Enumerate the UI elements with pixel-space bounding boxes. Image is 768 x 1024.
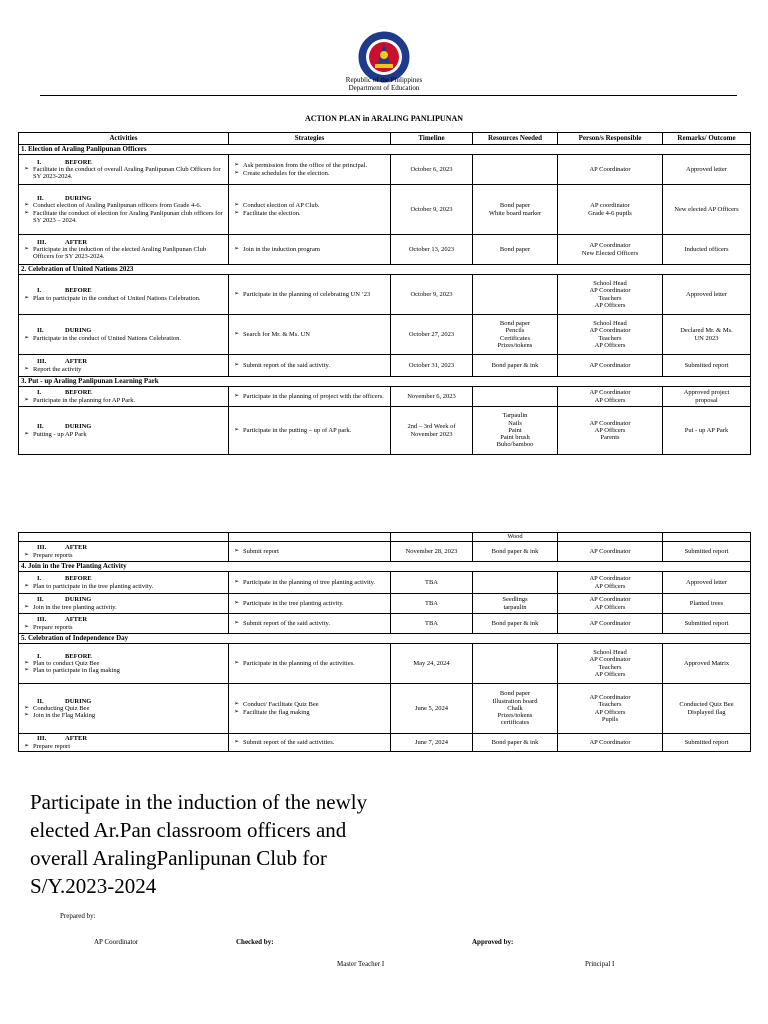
remarks-item: Submitted report — [684, 547, 729, 555]
remarks-cell — [663, 387, 751, 407]
remarks-item: Inducted officers — [684, 245, 729, 253]
document-title: ACTION PLAN in ARALING PANLIPUNAN — [304, 114, 464, 123]
responsible-item: AP Officers — [594, 708, 626, 716]
activities-cell — [19, 185, 229, 235]
strategy-item: ➢ Facilitate the flag making — [231, 709, 388, 716]
responsible-item: New Elected Officers — [581, 249, 639, 257]
activities-cell — [19, 734, 229, 752]
phase-numeral: I. — [37, 158, 42, 166]
activity-item: ➢ Plan to participate in flag making — [21, 667, 226, 674]
approved-by-label: Approved by: — [472, 938, 514, 946]
strategy-item: ➢ Participate in the planning of the activities. — [231, 660, 388, 667]
responsible-cell — [558, 644, 663, 684]
responsible-item: AP Officers — [594, 341, 626, 349]
responsible-cell — [558, 594, 663, 614]
activity-item: ➢ Plan to participate in the tree planting activity. — [21, 583, 226, 590]
column-header: Person/s Responsible — [558, 133, 663, 145]
strategies-cell — [229, 355, 391, 377]
responsible-item: AP Officers — [594, 396, 626, 404]
activity-item: ➢ Participate in the induction of the elected Araling Panlipunan Club Officers for SY 2023-2024. — [21, 246, 226, 261]
timeline-cell: October 9, 2023 — [391, 275, 473, 315]
responsible-item: AP Officers — [594, 301, 626, 309]
activities-cell — [19, 315, 229, 355]
responsible-item: AP Coordinator — [589, 738, 631, 746]
strategy-item: ➢ Facilitate the election. — [231, 210, 388, 217]
remarks-cell — [663, 572, 751, 594]
section-row — [19, 562, 751, 572]
phase-numeral: III. — [37, 544, 47, 552]
strategy-item: ➢ Search for Mr. & Ms. UN — [231, 331, 388, 338]
activities-cell — [19, 235, 229, 265]
remarks-item: Declared Mr. & Ms. — [680, 327, 733, 335]
phase-label — [21, 358, 226, 365]
timeline-cell: TBA — [391, 594, 473, 614]
activity-item: ➢ Facilitate in the conduct of overall Araling Panlipunan Club Officers for SY 2023-2024. — [21, 166, 226, 181]
strategy-item: ➢ Conduct election of AP Club. — [231, 202, 388, 209]
approved-by-role: Principal I — [585, 960, 615, 968]
phase-label — [21, 389, 226, 396]
plan-row — [19, 572, 751, 594]
remarks-cell — [663, 155, 751, 185]
resource-item: Prizes/tokens — [497, 712, 533, 720]
resources-cell — [473, 155, 558, 185]
section-heading: 2. Celebration of United Nations 2023 — [19, 265, 751, 275]
phase-name: AFTER — [65, 238, 88, 246]
action-plan-table-page-2 — [18, 532, 751, 752]
phase-numeral: III. — [37, 735, 47, 743]
responsible-item: Teachers — [598, 701, 622, 709]
empty-cell — [19, 533, 229, 542]
remarks-cell — [663, 355, 751, 377]
plan-row — [19, 315, 751, 355]
phase-name: BEFORE — [65, 158, 92, 166]
strategies-cell — [229, 594, 391, 614]
activity-item: ➢ Participate in the planning for AP Park. — [21, 397, 226, 404]
strategies-cell — [229, 185, 391, 235]
empty-cell — [391, 533, 473, 542]
phase-numeral: III. — [37, 238, 47, 246]
resource-item: Bond paper — [499, 690, 531, 698]
strategy-item: ➢ Submit report of the said activity. — [231, 362, 388, 369]
activity-item: ➢ Join in the Flag Making — [21, 712, 226, 719]
phase-name: AFTER — [65, 735, 88, 743]
responsible-item: AP coordinator — [590, 202, 630, 210]
phase-label — [21, 327, 226, 334]
remarks-item: UN 2023 — [694, 334, 719, 342]
activity-item: ➢ Plan to participate in the conduct of United Nations Celebration. — [21, 295, 226, 302]
activities-cell — [19, 572, 229, 594]
responsible-item: AP Coordinator — [589, 619, 631, 627]
responsible-item: AP Coordinator — [589, 165, 631, 173]
strategies-cell — [229, 387, 391, 407]
remarks-cell — [663, 407, 751, 455]
strategy-item: ➢ Participate in the planning of celebrating UN ’23 — [231, 291, 388, 298]
strategies-cell — [229, 644, 391, 684]
resource-item: Bond paper — [499, 319, 531, 327]
strategies-cell — [229, 734, 391, 752]
phase-label — [21, 159, 226, 166]
activity-item: ➢ Prepare reports — [21, 624, 226, 631]
activities-cell — [19, 542, 229, 562]
phase-numeral: III. — [37, 358, 47, 366]
remarks-item: Displayed flag — [687, 708, 726, 716]
plan-row — [19, 734, 751, 752]
phase-numeral: II. — [37, 697, 44, 705]
carry-over-row — [19, 533, 751, 542]
strategies-cell — [229, 542, 391, 562]
resources-cell — [473, 185, 558, 235]
remarks-item: Submitted report — [684, 361, 729, 369]
phase-label — [21, 653, 226, 660]
resource-item: tarpaulin — [503, 603, 527, 611]
resource-item: Nails — [508, 419, 522, 427]
plan-row — [19, 407, 751, 455]
activity-item: ➢ Participate in the conduct of United Nations Celebration. — [21, 335, 226, 342]
timeline-cell: October 9, 2023 — [391, 185, 473, 235]
responsible-cell — [558, 407, 663, 455]
plan-row — [19, 684, 751, 734]
resource-item: Prizes/tokens — [497, 341, 533, 349]
phase-label — [21, 596, 226, 603]
activities-cell — [19, 614, 229, 634]
phase-label — [21, 239, 226, 246]
phase-name: BEFORE — [65, 652, 92, 660]
plan-row — [19, 275, 751, 315]
resource-item: Bond paper & ink — [491, 738, 539, 746]
resources-cell — [473, 684, 558, 734]
section-row — [19, 145, 751, 155]
timeline-cell: October 27, 2023 — [391, 315, 473, 355]
responsible-item: School Head — [593, 279, 627, 287]
resource-item: Chalk — [507, 704, 523, 712]
activities-cell — [19, 644, 229, 684]
phase-numeral: I. — [37, 575, 42, 583]
resource-item: Bond paper & ink — [491, 547, 539, 555]
strategy-item: ➢ Ask permission from the office of the principal. — [231, 162, 388, 169]
phase-label — [21, 616, 226, 623]
checked-by-label: Checked by: — [236, 938, 274, 946]
responsible-item: School Head — [593, 648, 627, 656]
phase-label — [21, 423, 226, 430]
phase-name: BEFORE — [65, 575, 92, 583]
phase-numeral: II. — [37, 194, 44, 202]
induction-note: Participate in the induction of the newly elected Ar.Pan classroom officers and overall AralingPanlipunan Club for S/Y.2023-2024 — [30, 790, 368, 898]
resources-cell — [473, 387, 558, 407]
activity-item: ➢ Putting - up AP Park — [21, 431, 226, 438]
responsible-item: AP Coordinator — [589, 361, 631, 369]
responsible-cell — [558, 572, 663, 594]
remarks-cell — [663, 315, 751, 355]
phase-numeral: II. — [37, 596, 44, 604]
phase-name: DURING — [65, 194, 92, 202]
resource-item: Certificates — [500, 334, 530, 342]
phase-name: DURING — [65, 596, 92, 604]
strategies-cell — [229, 572, 391, 594]
activities-cell — [19, 594, 229, 614]
remarks-item: Conducted Quiz Bee — [679, 701, 734, 709]
activity-item: ➢ Conducting Quiz Bee — [21, 705, 226, 712]
phase-name: BEFORE — [65, 389, 92, 397]
remarks-cell — [663, 644, 751, 684]
strategy-item: ➢ Participate in the tree planting activity. — [231, 600, 388, 607]
activity-item: ➢ Prepare report — [21, 743, 226, 750]
section-row — [19, 377, 751, 387]
section-heading: 5. Celebration of Independence Day — [19, 634, 751, 644]
column-header: Timeline — [391, 133, 473, 145]
remarks-cell — [663, 542, 751, 562]
timeline-cell: October 6, 2023 — [391, 155, 473, 185]
responsible-cell — [558, 614, 663, 634]
timeline-cell: TBA — [391, 572, 473, 594]
resources-cell — [473, 644, 558, 684]
plan-row — [19, 235, 751, 265]
activities-cell — [19, 684, 229, 734]
resources-cell — [473, 315, 558, 355]
department-line: Department of Education — [348, 84, 420, 92]
activity-item: ➢ Facilitate the conduct of election for Araling Panlipunan club officers for SY 2023 – 2024. — [21, 210, 226, 225]
resource-item: certificates — [500, 719, 530, 727]
resource-item: Tarpaulin — [502, 412, 528, 420]
responsible-cell — [558, 185, 663, 235]
phase-numeral: II. — [37, 423, 44, 431]
responsible-cell — [558, 355, 663, 377]
remarks-cell — [663, 275, 751, 315]
timeline-cell: May 24, 2024 — [391, 644, 473, 684]
strategy-item: ➢ Submit report of the said activity. — [231, 620, 388, 627]
strategy-item: ➢ Conduct/ Facilitate Quiz Bee — [231, 701, 388, 708]
prepared-by-role: AP Coordinator — [94, 938, 139, 946]
activity-item: ➢ Conduct election of Araling Panlipunan officers from Grade 4-6. — [21, 202, 226, 209]
remarks-item: proposal — [695, 396, 718, 404]
resource-item: Pencils — [505, 327, 525, 335]
responsible-item: Teachers — [598, 663, 622, 671]
responsible-item: AP Coordinator — [589, 693, 631, 701]
section-heading: 3. Put - up Araling Panlipunan Learning Park — [19, 377, 751, 387]
responsible-item: Teachers — [598, 334, 622, 342]
phase-numeral: I. — [37, 652, 42, 660]
plan-row — [19, 355, 751, 377]
phase-numeral: II. — [37, 327, 44, 335]
strategies-cell — [229, 407, 391, 455]
strategy-item: ➢ Participate in the putting – up of AP park. — [231, 427, 388, 434]
remarks-item: Planted trees — [689, 599, 724, 607]
plan-row — [19, 542, 751, 562]
responsible-item: AP Coordinator — [589, 656, 631, 664]
responsible-item: AP Officers — [594, 582, 626, 590]
resource-item: Illustration board — [492, 697, 538, 705]
resources-cell — [473, 734, 558, 752]
phase-name: AFTER — [65, 616, 88, 624]
phase-label — [21, 195, 226, 202]
strategies-cell — [229, 155, 391, 185]
remarks-item: Approved Matrix — [683, 659, 730, 667]
remarks-item: Approved project — [683, 389, 730, 397]
responsible-item: AP Coordinator — [589, 389, 631, 397]
responsible-item: AP Coordinator — [589, 242, 631, 250]
phase-label — [21, 735, 226, 742]
responsible-cell — [558, 235, 663, 265]
section-heading: 4. Join in the Tree Planting Activity — [19, 562, 751, 572]
resource-item: Paint brush — [500, 434, 530, 442]
remarks-cell — [663, 235, 751, 265]
phase-name: AFTER — [65, 358, 88, 366]
remarks-cell — [663, 185, 751, 235]
resource-item: White board marker — [488, 209, 542, 217]
strategy-item: ➢ Create schedules for the election. — [231, 170, 388, 177]
resource-item: Paint — [508, 426, 522, 434]
column-header: Strategies — [229, 133, 391, 145]
resources-cell — [473, 594, 558, 614]
strategies-cell — [229, 684, 391, 734]
remarks-item: Put - up AP Park — [684, 426, 729, 434]
prepared-by-label: Prepared by: — [60, 912, 96, 920]
empty-cell — [663, 533, 751, 542]
plan-row — [19, 155, 751, 185]
resource-item: Bond paper & ink — [491, 361, 539, 369]
resources-cell — [473, 407, 558, 455]
checked-by-role: Master Teacher I — [337, 960, 385, 968]
activities-cell — [19, 275, 229, 315]
phase-label — [21, 287, 226, 294]
responsible-item: AP Coordinator — [589, 575, 631, 583]
responsible-item: AP Coordinator — [589, 547, 631, 555]
plan-row — [19, 185, 751, 235]
activity-item: ➢ Join in the tree planting activity. — [21, 604, 226, 611]
responsible-cell — [558, 155, 663, 185]
responsible-item: Pupils — [601, 715, 619, 723]
responsible-item: AP Officers — [594, 670, 626, 678]
strategies-cell — [229, 315, 391, 355]
responsible-cell — [558, 387, 663, 407]
responsible-item: AP Coordinator — [589, 327, 631, 335]
empty-cell — [229, 533, 391, 542]
strategy-item: ➢ Join in the induction program — [231, 246, 388, 253]
activities-cell — [19, 387, 229, 407]
responsible-item: Teachers — [598, 294, 622, 302]
phase-label — [21, 698, 226, 705]
strategy-item: ➢ Submit report — [231, 548, 388, 555]
plan-row — [19, 387, 751, 407]
plan-row — [19, 594, 751, 614]
section-row — [19, 634, 751, 644]
responsible-cell — [558, 734, 663, 752]
resources-cell — [473, 614, 558, 634]
remarks-item: Submitted report — [684, 738, 729, 746]
phase-name: DURING — [65, 327, 92, 335]
resources-cell: Wood — [473, 533, 558, 542]
resources-cell — [473, 275, 558, 315]
column-header: Remarks/ Outcome — [663, 133, 751, 145]
activity-item: ➢ Prepare reports — [21, 552, 226, 559]
timeline-cell: TBA — [391, 614, 473, 634]
column-header: Resources Needed — [473, 133, 558, 145]
strategy-item: ➢ Participate in the planning of project with the officers. — [231, 393, 388, 400]
timeline-cell: June 7, 2024 — [391, 734, 473, 752]
column-header: Activities — [19, 133, 229, 145]
remarks-item: Approved letter — [686, 290, 727, 298]
activities-cell — [19, 355, 229, 377]
remarks-item: Approved letter — [686, 578, 727, 586]
responsible-cell — [558, 315, 663, 355]
phase-numeral: III. — [37, 616, 47, 624]
remarks-cell — [663, 614, 751, 634]
remarks-item: Approved letter — [686, 165, 727, 173]
phase-numeral: I. — [37, 287, 42, 295]
section-heading: 1. Election of Araling Panlipunan Officers — [19, 145, 751, 155]
responsible-item: AP Coordinator — [589, 287, 631, 295]
resources-cell — [473, 355, 558, 377]
phase-name: AFTER — [65, 544, 88, 552]
responsible-cell — [558, 542, 663, 562]
republic-line: Republic of the Philippines — [345, 76, 423, 84]
strategies-cell — [229, 275, 391, 315]
phase-name: DURING — [65, 697, 92, 705]
phase-name: BEFORE — [65, 287, 92, 295]
resource-item: Seedlings — [502, 596, 528, 604]
empty-cell — [558, 533, 663, 542]
timeline-cell: June 5, 2024 — [391, 684, 473, 734]
activities-cell — [19, 155, 229, 185]
responsible-item: AP Officers — [594, 426, 626, 434]
resource-item: Bond paper & ink — [491, 619, 539, 627]
responsible-item: Grade 4-6 pupils — [588, 209, 632, 217]
responsible-item: AP Coordinator — [589, 419, 631, 427]
resources-cell — [473, 572, 558, 594]
responsible-item: AP Coordinator — [589, 596, 631, 604]
remarks-cell — [663, 594, 751, 614]
timeline-cell: November 6, 2023 — [391, 387, 473, 407]
timeline-cell: October 13, 2023 — [391, 235, 473, 265]
remarks-item: Submitted report — [684, 619, 729, 627]
responsible-item: School Head — [593, 319, 627, 327]
activity-item: ➢ Plan to conduct Quiz Bee — [21, 660, 226, 667]
strategy-item: ➢ Participate in the planning of tree planting activity. — [231, 579, 388, 586]
header-rule — [40, 95, 737, 96]
plan-row — [19, 614, 751, 634]
responsible-cell — [558, 275, 663, 315]
timeline-cell: October 31, 2023 — [391, 355, 473, 377]
resources-cell — [473, 542, 558, 562]
resources-cell — [473, 235, 558, 265]
phase-numeral: I. — [37, 389, 42, 397]
plan-row — [19, 644, 751, 684]
responsible-cell — [558, 684, 663, 734]
strategies-cell — [229, 235, 391, 265]
timeline-cell: 2nd – 3rd Week of November 2023 — [391, 407, 473, 455]
table-header-row — [19, 133, 751, 145]
remarks-item: New elected AP Officers — [674, 205, 739, 213]
timeline-cell: November 28, 2023 — [391, 542, 473, 562]
responsible-item: AP Officers — [594, 603, 626, 611]
strategies-cell — [229, 614, 391, 634]
remarks-cell — [663, 734, 751, 752]
remarks-cell — [663, 684, 751, 734]
resource-item: Bond paper — [499, 245, 531, 253]
activities-cell — [19, 407, 229, 455]
section-row — [19, 265, 751, 275]
phase-name: DURING — [65, 423, 92, 431]
phase-label — [21, 575, 226, 582]
phase-label — [21, 544, 226, 551]
resource-item: Bond paper — [499, 202, 531, 210]
responsible-item: Parents — [600, 434, 620, 442]
action-plan-table-page-1 — [18, 132, 751, 455]
strategy-item: ➢ Submit report of the said activities. — [231, 739, 388, 746]
activity-item: ➢ Report the activity — [21, 366, 226, 373]
resource-item: Buho/bamboo — [496, 441, 534, 449]
